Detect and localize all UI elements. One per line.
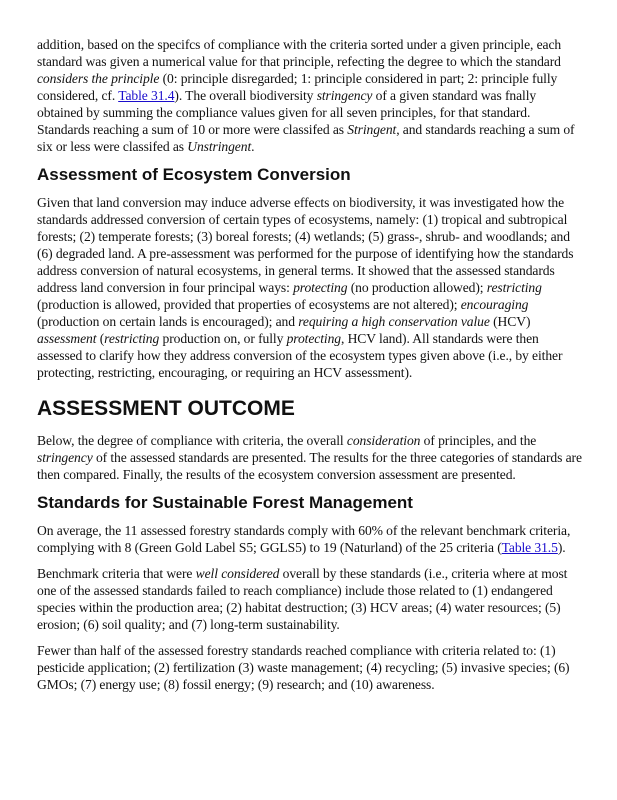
paragraph-intro: addition, based on the specifcs of compliance with the criteria sorted under a given principle, each standard was given a numerical value for that principle, refecting the degree to which the standard considers the principle (0: principle disregarded; 1: principle considered in part; 2: principle fully considered, cf. Table 31.4). The overall biodiversity stringency of a given standard was fnally obtained by summing the compliance values given for all seven principles, for that standard. Standards reaching a sum of 10 or more were classifed as Stringent, and standards reaching a sum of six or less were classifed as Unstringent. bbox=[37, 37, 575, 154]
paragraph-forest-average: On average, the 11 assessed forestry standards comply with 60% of the relevant benchmark criteria, complying with 8 (Green Gold Label S5; GGLS5) to 19 (Naturland) of the 25 criteria (Table 31.5). bbox=[37, 523, 571, 555]
paragraph-fewer-than-half: Fewer than half of the assessed forestry standards reached compliance with criteria related to: (1) pesticide application; (2) fertilization (3) waste management; (4) recycling; (5) invasive species; (6) GMOs; (7) energy use; (8) fossil energy; (9) research; and (10) awareness. bbox=[37, 643, 570, 692]
paragraph-assessment-outcome: Below, the degree of compliance with criteria, the overall consideration of principles, and the stringency of the assessed standards are presented. The results for the three categories of standards are then compared. Finally, the results of the ecosystem conversion assessment are presented. bbox=[37, 433, 582, 482]
heading-forest-management: Standards for Sustainable Forest Management bbox=[37, 493, 413, 512]
document-page bbox=[37, 36, 585, 702]
paragraph-ecosystem-conversion: Given that land conversion may induce adverse effects on biodiversity, it was investigated how the standards addressed conversion of certain types of ecosystems, namely: (1) tropical and subtropical forests; (2) temperate forests; (3) boreal forests; (4) wetlands; (5) grass-, shrub- and woodlands; and (6) degraded land. A pre-assessment was performed for the purpose of identifying how the standards address conversion of natural ecosystems, in general terms. It showed that the assessed standards address land conversion in four principal ways: protecting (no production allowed); restricting (production is allowed, provided that properties of ecosystems are not altered); encouraging (production on certain lands is encouraged); and requiring a high conservation value (HCV) assessment (restricting production on, or fully protecting, HCV land). All standards were then assessed to clarify how they address conversion of the ecosystem types given above (i.e., by either protecting, restricting, encouraging, or requiring an HCV assessment). bbox=[37, 195, 574, 380]
paragraph-well-considered: Benchmark criteria that were well considered overall by these standards (i.e., criteria where at most one of the assessed standards failed to reach compliance) include those related to (1) endangered species within the production area; (2) habitat destruction; (3) HCV areas; (4) water resources; (5) erosion; (6) soil quality; and (7) long-term sustainability. bbox=[37, 566, 568, 632]
table-31-4-link[interactable]: Table 31.4 bbox=[118, 88, 175, 103]
table-31-5-link[interactable]: Table 31.5 bbox=[501, 540, 558, 555]
heading-ecosystem-conversion: Assessment of Ecosystem Conversion bbox=[37, 165, 351, 184]
heading-assessment-outcome: ASSESSMENT OUTCOME bbox=[37, 397, 295, 420]
